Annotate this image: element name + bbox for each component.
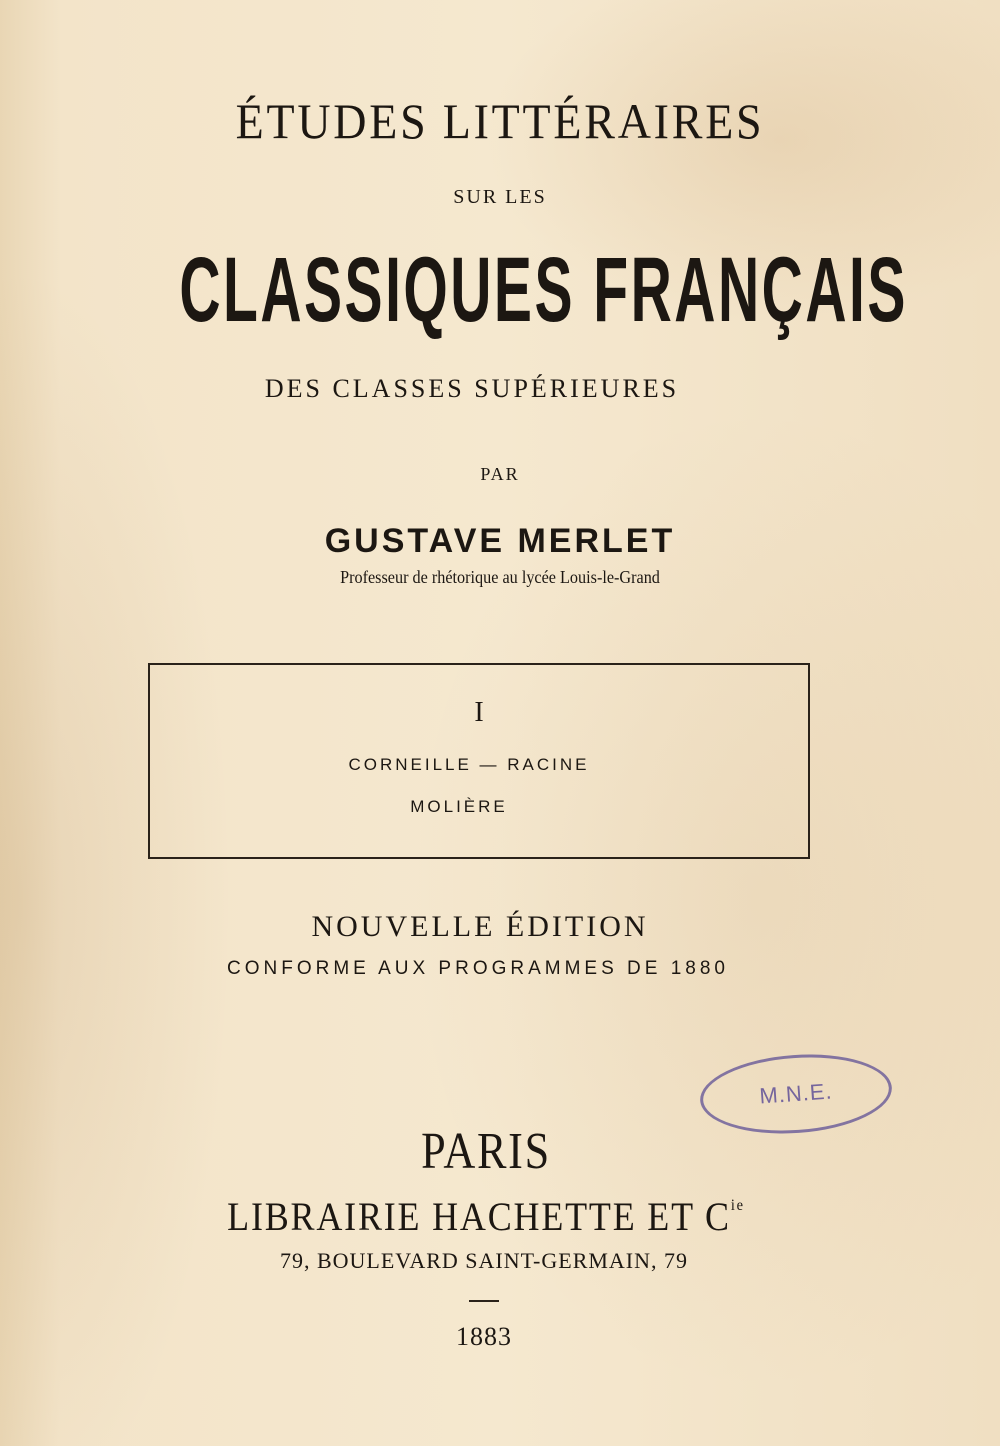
divider-rule: [469, 1300, 499, 1302]
edition-label: NOUVELLE ÉDITION: [311, 910, 649, 943]
publisher-name: [36, 1193, 936, 1240]
publication-year: 1883: [456, 1322, 512, 1351]
main-title: CLASSIQUES FRANÇAIS: [179, 239, 908, 341]
title-line-etudes: ÉTUDES LITTÉRAIRES: [235, 93, 765, 149]
author-name: GUSTAVE MERLET: [324, 522, 676, 560]
title-line-sur-les: SUR LES: [453, 186, 547, 208]
volume-authors-line1: CORNEILLE — RACINE: [348, 755, 590, 774]
title-line-classes: DES CLASSES SUPÉRIEURES: [264, 374, 680, 403]
stamp-text: M.N.E.: [758, 1078, 834, 1109]
publisher-address: 79, BOULEVARD SAINT-GERMAIN, 79: [279, 1248, 689, 1273]
publisher-name-sup: ie: [730, 1197, 745, 1214]
publisher-name-text: LIBRAIRIE HACHETTE ET C: [227, 1194, 731, 1239]
volume-box: [148, 663, 810, 859]
publisher-city: PARIS: [421, 1123, 551, 1180]
author-role: Professeur de rhétorique au lycée Louis-le-Grand: [340, 567, 660, 587]
by-label: PAR: [480, 464, 520, 484]
volume-authors-line2: MOLIÈRE: [410, 797, 508, 816]
edition-note: CONFORME AUX PROGRAMMES DE 1880: [227, 958, 729, 979]
volume-number: I: [474, 697, 484, 728]
